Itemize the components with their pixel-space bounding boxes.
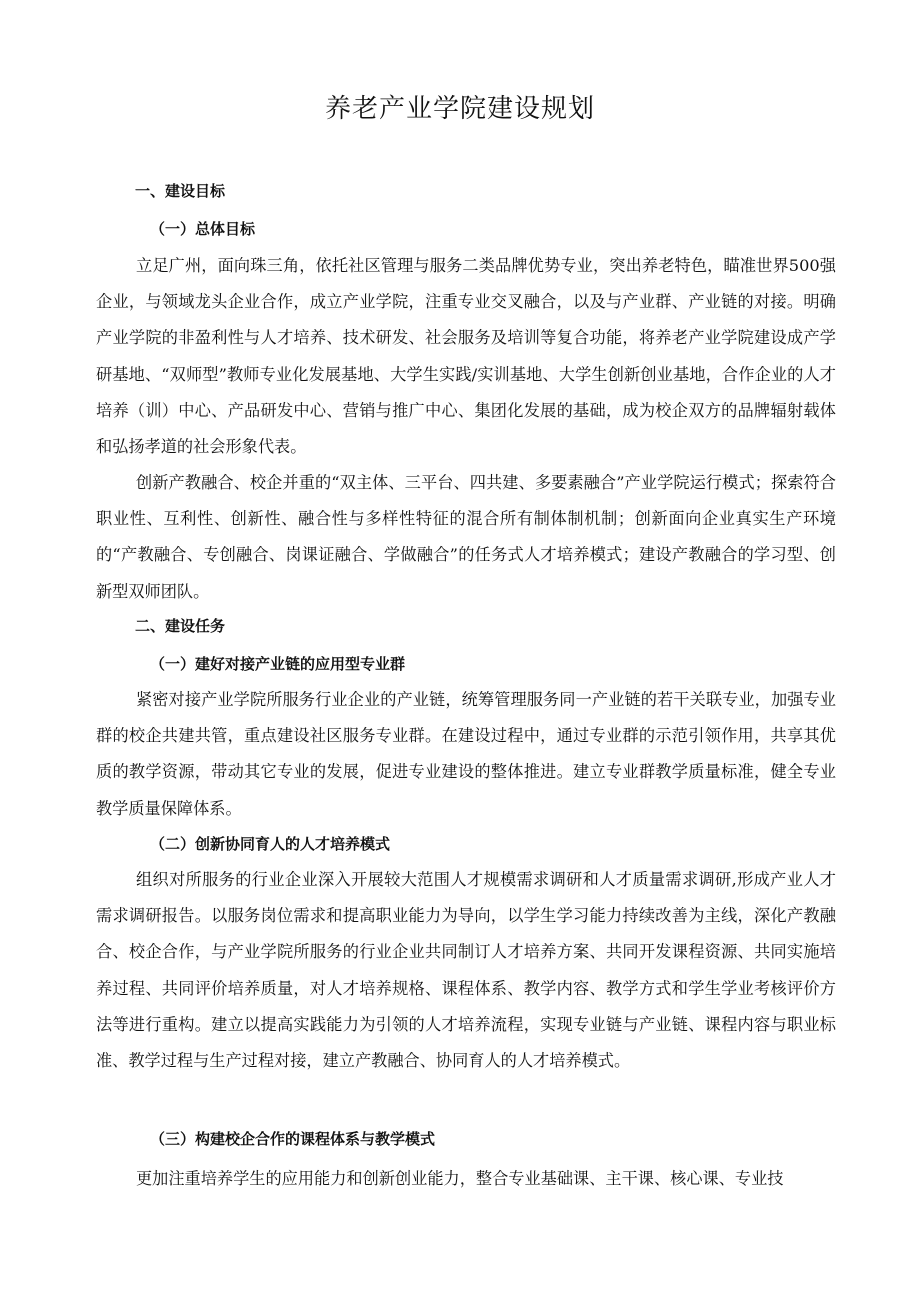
paragraph-2-1: 紧密对接产业学院所服务行业企业的产业链，统筹管理服务同一产业链的若干关联专业，加强专业群的校企共建共管，重点建设社区服务专业群。在建设过程中，通过专业群的示范引领作用，共享其优质的教学资源，带动其它专业的发展，促进专业建设的整体推进。建立专业群教学质量标准，健全专业教学质量保障体系。	[96, 690, 836, 818]
section-1-heading: 一、建设目标	[135, 182, 226, 200]
paragraph-2-3: 更加注重培养学生的应用能力和创新创业能力，整合专业基础课、主干课、核心课、专业技	[136, 1169, 784, 1188]
paragraph-1-1-a: 立足广州，面向珠三角，依托社区管理与服务二类品牌优势专业，突出养老特色，瞄准世界500强企业，与领域龙头企业合作，成立产业学院，注重专业交叉融合，以及与产业群、产业链的对接。明确产业学院的非盈利性与人才培养、技术研发、社会服务及培训等复合功能，将养老产业学院建设成产学研基地、“双师型”教师专业化发展基地、大学生实践/实训基地、大学生创新创业基地，合作企业的人才培养（训）中心、产品研发中心、营销与推广中心、集团化发展的基础，成为校企双方的品牌辐射载体和弘扬孝道的社会形象代表。	[96, 256, 836, 457]
subsection-1-1-heading: （一）总体目标	[150, 220, 256, 238]
subsection-2-3-heading: （三）构建校企合作的课程体系与教学模式	[150, 1130, 436, 1148]
section-2-heading: 二、建设任务	[135, 617, 226, 635]
subsection-2-2-heading: （二）创新协同育人的人才培养模式	[150, 835, 391, 853]
paragraph-2-2: 组织对所服务的行业企业深入开展较大范围人才规模需求调研和人才质量需求调研,形成产业人才需求调研报告。以服务岗位需求和提高职业能力为导向，以学生学习能力持续改善为主线，深化产教融合、校企合作，与产业学院所服务的行业企业共同制订人才培养方案、共同开发课程资源、共同实施培养过程、共同评价培养质量，对人才培养规格、课程体系、教学内容、教学方式和学生学业考核评价方法等进行重构。建立以提高实践能力为引领的人才培养流程，实现专业链与产业链、课程内容与职业标准、教学过程与生产过程对接，建立产教融合、协同育人的人才培养模式。	[96, 870, 836, 1071]
page-title: 养老产业学院建设规划	[324, 94, 595, 124]
paragraph-1-1-b: 创新产教融合、校企并重的“双主体、三平台、四共建、多要素融合”产业学院运行模式；探索符合职业性、互利性、创新性、融合性与多样性特征的混合所有制体制机制；创新面向企业真实生产环境的“产教融合、专创融合、岗课证融合、学做融合”的任务式人才培养模式；建设产教融合的学习型、创新型双师团队。	[96, 473, 836, 601]
subsection-2-1-heading: （一）建好对接产业链的应用型专业群	[150, 655, 406, 673]
